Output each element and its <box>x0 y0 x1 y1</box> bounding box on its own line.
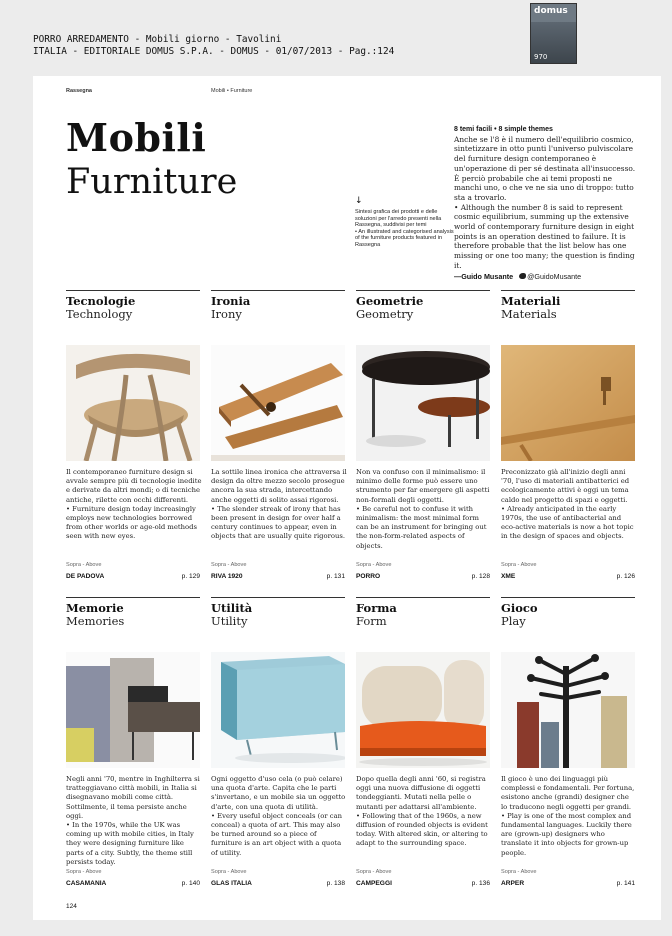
image-credit: Sopra - Above <box>211 869 247 875</box>
theme-image-peg-table <box>211 345 345 461</box>
divider <box>356 597 490 598</box>
page-reference: p. 141 <box>616 880 635 887</box>
brand-name: DE PADOVA <box>66 573 105 580</box>
page-reference: p. 138 <box>326 880 345 887</box>
brand-name: CASAMANIA <box>66 880 107 887</box>
brand-name: RIVA 1920 <box>211 573 243 580</box>
theme-title-italian: Utilità <box>211 601 253 615</box>
theme-title-italian: Geometrie <box>356 294 424 308</box>
image-credit: Sopra - Above <box>356 869 392 875</box>
image-credit: Sopra - Above <box>501 562 537 568</box>
divider <box>66 597 200 598</box>
theme-image-glass-cabinet <box>211 652 345 768</box>
author-handle: @GuidoMusante <box>527 271 582 281</box>
theme-card <box>211 597 346 887</box>
theme-image-wood <box>501 345 635 461</box>
page-reference: p. 126 <box>616 573 635 580</box>
brand-name: ARPER <box>501 880 525 887</box>
image-credit: Sopra - Above <box>66 562 102 568</box>
theme-title-english: Materials <box>501 307 557 321</box>
divider <box>501 597 635 598</box>
theme-image-sofa <box>356 652 490 768</box>
author-name: —Guido Musante <box>454 271 514 281</box>
intro-italian: Anche se l'8 è il numero dell'equilibrio cosmico, sintetizzare in otto punti l'universo pulviscolare del furniture design contemporaneo è un'operazione di per sé destinata all'insuccesso. È perciò probabile che ai temi proposti ne manchi uno, o che ve ne sia uno di troppo: tutto sta a trovarlo. <box>454 134 636 202</box>
theme-title-italian: Ironia <box>211 294 251 308</box>
theme-card <box>211 290 347 580</box>
clipping-line-2: ITALIA - EDITORIALE DOMUS S.P.A. - DOMUS - 01/07/2013 - Pag.:124 <box>33 46 395 57</box>
synopsis-body: Sintesi grafica dei prodotti e delle soluzioni per l'arredo presenti nella Rassegna, suddivisi per temi • An illustrated and categorised analysis of the furniture products featured in Rassegna <box>355 209 454 248</box>
brand-name: CAMPEGGI <box>356 880 392 887</box>
page-reference: p. 136 <box>471 880 490 887</box>
theme-card <box>66 597 200 887</box>
intro-signature <box>454 272 640 282</box>
theme-title-english: Form <box>356 614 387 628</box>
image-credit: Sopra - Above <box>66 869 102 875</box>
theme-description: Preconizzato già all'inizio degli anni '70, l'uso di materiali antibatterici ed ecologicamente attivi è oggi un tema caldo nel progetto di spazi e oggetti. • Already anticipated in the early 1970s, the use of antibacterial and eco-active materials is now a hot topic in the design of spaces and objects. <box>501 468 634 541</box>
page-title-english: Furniture <box>66 162 238 202</box>
intro-english: • Although the number 8 is said to represent cosmic equilibrium, summing up the extensive world of contemporary furniture design in eight points is an operation destined to failure. It is therefore probable that the list below has one missing or one too many; the question is finding it. <box>454 202 635 270</box>
theme-description: Negli anni '70, mentre in Inghilterra si tratteggiavano città mobili, in Italia si disegnavano mobili come città. Sottilmente, il tema persiste anche oggi. • In the 1970s, while the UK was coming up with mobile cities, in Italy they were designing furniture like parts of a city. Subtly, the theme still persists today. <box>66 775 200 866</box>
divider <box>356 290 490 291</box>
theme-card <box>501 290 635 580</box>
section-label: Rassegna <box>66 88 92 94</box>
brand-name: PORRO <box>356 573 381 580</box>
theme-card <box>66 290 202 580</box>
theme-image-coat-rack <box>501 652 635 768</box>
down-arrow-icon: ↓ <box>355 196 363 206</box>
twitter-bird-icon <box>519 273 526 279</box>
theme-description: Dopo quella degli anni '60, si registra oggi una nuova diffusione di oggetti tondeggianti. Mutati nella pelle o mutanti per adattarsi all'ambiente. • Following that of the 1960s, a new diffusion of rounded objects is evident today. With altered skin, or altering to adapt to the surrounding space. <box>356 775 488 848</box>
breadcrumb: Mobili • Furniture <box>211 88 253 94</box>
cover-issue: 970 <box>534 53 548 61</box>
theme-title-english: Utility <box>211 614 248 628</box>
page-reference: p. 140 <box>181 880 200 887</box>
theme-card <box>356 290 490 580</box>
theme-title-italian: Forma <box>356 601 397 615</box>
theme-image-tables <box>356 345 490 461</box>
theme-description: Il contemporaneo furniture design si avvale sempre più di tecnologie inedite e derivate da altri mondi; o di tecniche antiche, rilette con occhi differenti. • Furniture design today increasingly employs new technologies borrowed from other worlds or age-old methods seen with new eyes. <box>66 468 202 541</box>
image-credit: Sopra - Above <box>501 869 537 875</box>
theme-title-italian: Memorie <box>66 601 124 615</box>
theme-title-italian: Tecnologie <box>66 294 136 308</box>
theme-description: Ogni oggetto d'uso cela (o può celare) una quota d'arte. Capita che le parti s'invertano, e un mobile sia un oggetto d'arte, con una quota di utilità. • Every useful object conceals (or can conceal) a quota of art. This may also be turned around so a piece of furniture is an art object with a quota of utility. <box>211 775 346 857</box>
theme-title-english: Technology <box>66 307 133 321</box>
theme-description: Il gioco è uno dei linguaggi più complessi e fondamentali. Per fortuna, esistono anche (grandi) designer che lo traducono negli oggetti per grandi. • Play is one of the most complex and fundamental languages. Luckily there are (grown-up) designers who translate it into objects for grown-up people. <box>501 775 635 857</box>
intro-heading: 8 temi facili • 8 simple themes <box>454 126 553 133</box>
theme-title-italian: Gioco <box>501 601 538 615</box>
theme-card <box>501 597 635 887</box>
theme-title-english: Memories <box>66 614 125 628</box>
divider <box>501 290 635 291</box>
divider <box>211 290 345 291</box>
page-reference: p. 128 <box>471 573 490 580</box>
intro-block <box>454 125 640 281</box>
theme-description: Non va confuso con il minimalismo: il minimo delle forme può essere uno strumento per far emergere gli aspetti non-formali degli oggetti. • Be careful not to confuse it with minimalism: the most minimal form can be an instrument for bringing out the non-form-related aspects of objects. <box>356 468 490 550</box>
brand-name: GLAS ITALIA <box>211 880 252 887</box>
clipping-header <box>33 34 394 58</box>
page-reference: p. 129 <box>181 573 200 580</box>
clipping-line-1: PORRO ARREDAMENTO - Mobili giorno - Tavolini <box>33 34 282 45</box>
image-credit: Sopra - Above <box>211 562 247 568</box>
theme-title-english: Irony <box>211 307 242 321</box>
brand-name: XME <box>501 573 516 580</box>
synopsis-text <box>355 209 455 248</box>
theme-description: La sottile linea ironica che attraversa il design da oltre mezzo secolo prosegue ancora la sua strada, intercettando anche oggetti di solito assai rigorosi. • The slender streak of irony that has been present in design for over half a century continues to appear, even in objects that are usually quite rigorous. <box>211 468 347 541</box>
theme-title-italian: Materiali <box>501 294 561 308</box>
page-title-italian: Mobili <box>66 115 207 160</box>
image-credit: Sopra - Above <box>356 562 392 568</box>
theme-title-english: Play <box>501 614 526 628</box>
magazine-page <box>33 76 661 920</box>
theme-card <box>356 597 490 887</box>
magazine-cover-thumbnail <box>530 3 577 64</box>
theme-image-cabinets <box>66 652 200 768</box>
theme-image-chair <box>66 345 200 461</box>
divider <box>66 290 200 291</box>
page-number: 124 <box>66 903 77 910</box>
divider <box>211 597 345 598</box>
page-reference: p. 131 <box>326 573 345 580</box>
theme-title-english: Geometry <box>356 307 414 321</box>
cover-masthead: domus <box>534 6 568 16</box>
